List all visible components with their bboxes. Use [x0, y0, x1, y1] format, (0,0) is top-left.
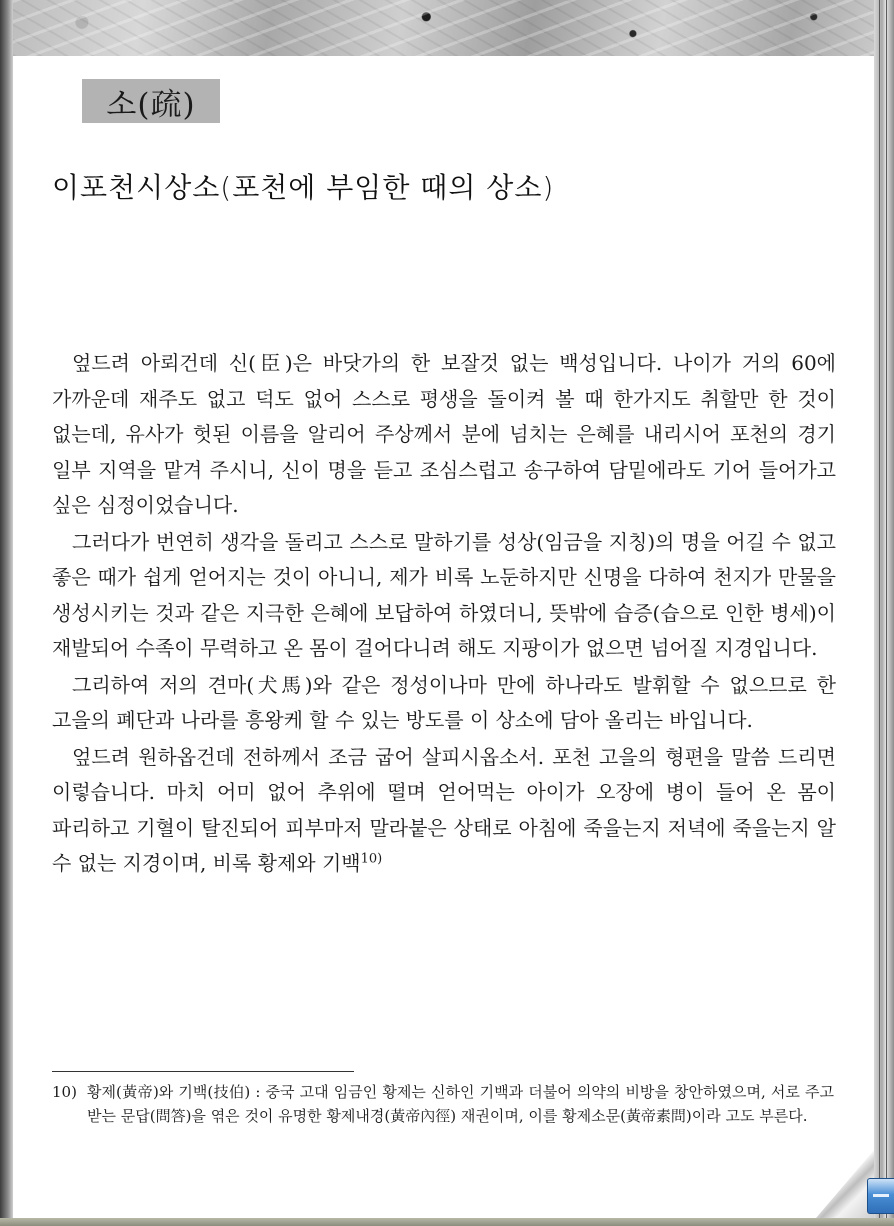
section-tag: 소(疏) — [82, 79, 220, 123]
paragraph-1: 엎드려 아뢰건데 신(臣)은 바닷가의 한 보잘것 없는 백성입니다. 나이가 거의 60에 가까운데 재주도 없고 덕도 없어 스스로 평생을 돌이켜 볼 때 한가지도 취할만 한 것이 없는데, 유사가 헛된 이름을 알리어 주상께서 분에 넘치는 은혜를 내리시어 포천의 경기 일부 지역을 맡겨 주시니, 신이 명을 듣고 조심스럽고 송구하여 담밑에라도 기어 들어가고 싶은 심정이었습니다. — [52, 351, 836, 517]
document-page — [13, 0, 874, 1218]
footnote — [52, 1080, 834, 1128]
footnote-text: 황제(黃帝)와 기백(技伯) : 중국 고대 임금인 황제는 신하인 기백과 더불어 의약의 비방을 창안하였으며, 서로 주고 받는 문답(問答)을 엮은 것이 유명한 황제내경(黃帝內徑) 재권이며, 이를 황제소문(黃帝素問)이라 고도 부른다. — [87, 1083, 834, 1125]
marble-texture — [13, 0, 874, 56]
paragraph-4 — [52, 740, 836, 882]
page-curl-corner[interactable] — [816, 1150, 874, 1218]
side-panel-tab-button[interactable] — [867, 1178, 894, 1214]
document-subtitle: 이포천시상소(포천에 부임한 때의 상소) — [52, 171, 555, 204]
body-text — [52, 346, 836, 882]
footnote-reference[interactable]: 10) — [360, 851, 383, 867]
footnote-marker: 10) — [52, 1083, 77, 1101]
paragraph-3: 그리하여 저의 견마(犬馬)와 같은 정성이나마 만에 하나라도 발휘할 수 없으므로 한 고을의 폐단과 나라를 흥왕케 할 수 있는 방도를 이 상소에 담아 올리는 바입니다. — [52, 672, 836, 732]
viewer-right-edge — [874, 0, 894, 1226]
footnote-divider — [52, 1071, 354, 1072]
paragraph-2: 그러다가 번연히 생각을 돌리고 스스로 말하기를 성상(임금을 지칭)의 명을 어길 수 없고 좋은 때가 쉽게 얻어지는 것이 아니니, 제가 비록 노둔하지만 신명을 다하여 천지가 만물을 생성시키는 것과 같은 지극한 은혜에 보답하여 하였더니, 뜻밖에 습증(습으로 인한 병세)이 재발되어 수족이 무력하고 온 몸이 걸어다니려 해도 지팡이가 없으면 넘어질 지경입니다. — [52, 529, 836, 660]
viewer-left-edge — [0, 0, 13, 1226]
paragraph-4-text: 엎드려 원하옵건데 전하께서 조금 굽어 살피시옵소서. 포천 고을의 형편을 말씀 드리면 이렇습니다. 마치 어미 없어 추위에 떨며 얻어먹는 아이가 오장에 병이 들어 온 몸이 파리하고 기혈이 탈진되어 피부마저 말라붙은 상태로 아침에 죽을는지 저녁에 죽을는지 알 수 없는 지경이며, 비록 황제와 기백 — [52, 744, 836, 875]
status-bar — [0, 1218, 894, 1226]
